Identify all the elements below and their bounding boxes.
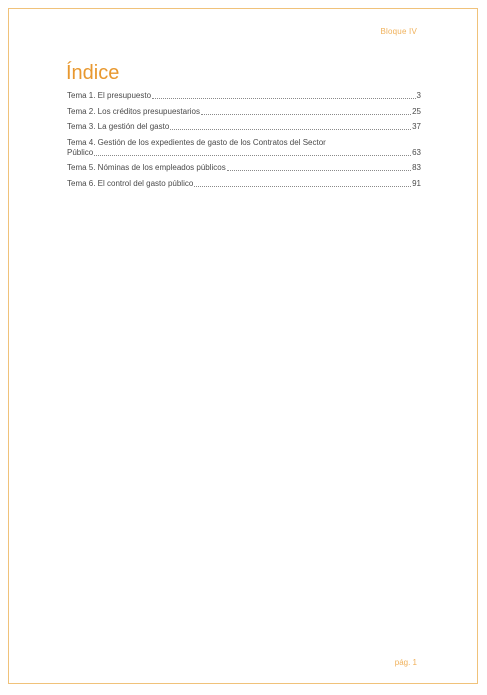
toc-entry-tema-4[interactable] [67, 138, 421, 158]
toc-entry-label: Tema 6. El control del gasto público [67, 178, 194, 188]
toc-entry-label-line2: Público [67, 147, 94, 157]
toc-leader-dots [94, 154, 411, 156]
toc-entry-tema-3[interactable] [67, 122, 421, 132]
toc-entry-tema-5[interactable] [67, 163, 421, 173]
toc-leader-dots [201, 113, 411, 115]
toc-entry-page: 91 [412, 178, 421, 188]
toc-entry-label-line1: Tema 4. Gestión de los expedientes de gasto de los Contratos del Sector [67, 137, 326, 147]
page-title: Índice [66, 62, 120, 84]
toc-entry-label: Tema 2. Los créditos presupuestarios [67, 106, 200, 116]
toc-entry-page: 25 [412, 106, 421, 116]
toc-entry-page: 63 [412, 147, 421, 157]
toc-entry-label: Tema 5. Nóminas de los empleados públicos [67, 163, 226, 172]
toc-entry-page: 37 [412, 122, 421, 131]
toc-entry-label: Tema 1. El presupuesto [67, 91, 152, 100]
toc-entry-tema-6[interactable] [67, 179, 421, 189]
table-of-contents [67, 91, 421, 194]
page-number: pág. 1 [394, 658, 417, 667]
toc-leader-dots [152, 97, 416, 99]
toc-entry-label: Tema 3. La gestión del gasto [67, 122, 170, 131]
toc-leader-dots [170, 128, 411, 130]
toc-entry-page: 83 [412, 163, 421, 172]
toc-entry-tema-1[interactable] [67, 91, 421, 101]
section-header: Bloque IV [380, 27, 417, 36]
toc-entry-page: 3 [416, 91, 421, 100]
toc-leader-dots [194, 185, 411, 187]
toc-entry-tema-2[interactable] [67, 107, 421, 117]
toc-leader-dots [227, 169, 411, 171]
